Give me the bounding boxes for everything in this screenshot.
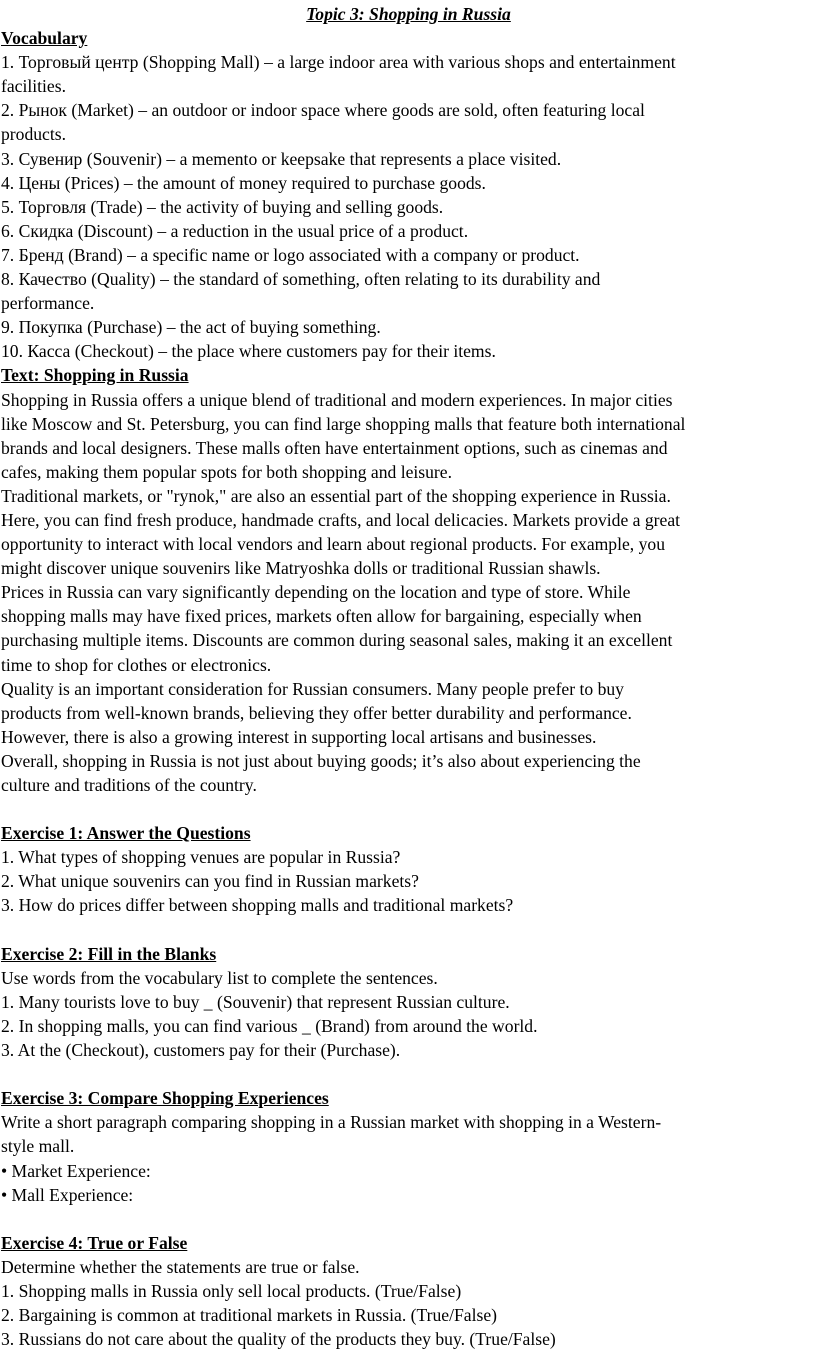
text-line: Overall, shopping in Russia is not just about buying goods; it’s also about experiencing the (1, 750, 641, 771)
statement-line: 3. Russians do not care about the quality of the products they buy. (True/False) (1, 1329, 556, 1350)
question-line: 3. How do prices differ between shopping malls and traditional markets? (1, 895, 514, 916)
vocabulary-line: 7. Бренд (Brand) – a specific name or logo associated with a company or product. (1, 244, 580, 265)
exercise-line: 3. At the (Checkout), customers pay for their (Purchase). (1, 1040, 401, 1061)
exercise-1-section (1, 821, 816, 917)
vocabulary-line: 8. Качество (Quality) – the standard of something, often relating to its durability and (1, 269, 601, 290)
exercise-line: Use words from the vocabulary list to complete the sentences. (1, 967, 438, 988)
exercise-line: 2. In shopping malls, you can find various _ (Brand) from around the world. (1, 1015, 538, 1036)
text-line: cafes, making them popular spots for both shopping and leisure. (1, 461, 452, 482)
spacer (1, 1207, 816, 1231)
vocabulary-line: 10. Касса (Checkout) – the place where customers pay for their items. (1, 341, 496, 362)
vocabulary-line: 4. Цены (Prices) – the amount of money required to purchase goods. (1, 172, 486, 193)
bullet-item: • Mall Experience: (1, 1184, 134, 1205)
exercise-3-section (1, 1086, 816, 1206)
text-line: Here, you can find fresh produce, handmade crafts, and local delicacies. Markets provide a great (1, 509, 681, 530)
vocabulary-line: 5. Торговля (Trade) – the activity of buying and selling goods. (1, 196, 444, 217)
exercise-4-heading: Exercise 4: True or False (1, 1232, 188, 1253)
spacer (1, 797, 816, 821)
text-line: Shopping in Russia offers a unique blend of traditional and modern experiences. In major cities (1, 389, 673, 410)
text-line: brands and local designers. These malls often have entertainment options, such as cinemas and (1, 437, 668, 458)
text-line: might discover unique souvenirs like Matryoshka dolls or traditional Russian shawls. (1, 558, 601, 579)
vocabulary-line: products. (1, 124, 66, 145)
vocabulary-heading: Vocabulary (1, 28, 88, 49)
vocabulary-line: 6. Скидка (Discount) – a reduction in the usual price of a product. (1, 220, 469, 241)
vocabulary-line: 9. Покупка (Purchase) – the act of buying something. (1, 317, 381, 338)
statement-line: 1. Shopping malls in Russia only sell local products. (True/False) (1, 1280, 462, 1301)
question-line: 1. What types of shopping venues are popular in Russia? (1, 847, 401, 868)
exercise-line: Write a short paragraph comparing shopping in a Russian market with shopping in a Western- (1, 1112, 662, 1133)
exercise-1-heading: Exercise 1: Answer the Questions (1, 823, 251, 844)
vocabulary-line: 3. Сувенир (Souvenir) – a memento or keepsake that represents a place visited. (1, 148, 562, 169)
text-line: products from well-known brands, believing they offer better durability and performance. (1, 702, 632, 723)
reading-text-heading: Text: Shopping in Russia (1, 365, 189, 386)
text-line: Quality is an important consideration for Russian consumers. Many people prefer to buy (1, 678, 624, 699)
vocabulary-line: facilities. (1, 76, 66, 97)
exercise-4-section (1, 1231, 816, 1351)
text-line: However, there is also a growing interest in supporting local artisans and businesses. (1, 726, 597, 747)
text-line: like Moscow and St. Petersburg, you can find large shopping malls that feature both international (1, 413, 686, 434)
exercise-3-heading: Exercise 3: Compare Shopping Experiences (1, 1088, 329, 1109)
vocabulary-line: performance. (1, 293, 95, 314)
reading-text-section (1, 363, 816, 797)
statement-line: 2. Bargaining is common at traditional markets in Russia. (True/False) (1, 1305, 497, 1326)
vocabulary-section (1, 26, 816, 363)
vocabulary-line: 2. Рынок (Market) – an outdoor or indoor space where goods are sold, often featuring local (1, 100, 645, 121)
page-title: Topic 3: Shopping in Russia (306, 4, 511, 24)
bullet-item: • Market Experience: (1, 1160, 151, 1181)
vocabulary-line: 1. Торговый центр (Shopping Mall) – a large indoor area with various shops and entertainment (1, 52, 676, 73)
exercise-line: 1. Many tourists love to buy _ (Souvenir) that represent Russian culture. (1, 991, 510, 1012)
text-line: Prices in Russia can vary significantly depending on the location and type of store. While (1, 582, 631, 603)
text-line: time to shop for clothes or electronics. (1, 654, 272, 675)
spacer (1, 1062, 816, 1086)
text-line: Traditional markets, or "rynok," are also an essential part of the shopping experience in Russia. (1, 485, 671, 506)
text-line: shopping malls may have fixed prices, markets often allow for bargaining, especially when (1, 606, 642, 627)
exercise-line: Determine whether the statements are true or false. (1, 1256, 360, 1277)
exercise-2-heading: Exercise 2: Fill in the Blanks (1, 943, 217, 964)
text-line: opportunity to interact with local vendors and learn about regional products. For example, you (1, 534, 665, 555)
spacer (1, 918, 816, 942)
question-line: 2. What unique souvenirs can you find in Russian markets? (1, 871, 419, 892)
text-line: purchasing multiple items. Discounts are common during seasonal sales, making it an excellent (1, 630, 673, 651)
text-line: culture and traditions of the country. (1, 775, 257, 795)
exercise-line: style mall. (1, 1136, 75, 1157)
exercise-2-section (1, 942, 816, 1062)
